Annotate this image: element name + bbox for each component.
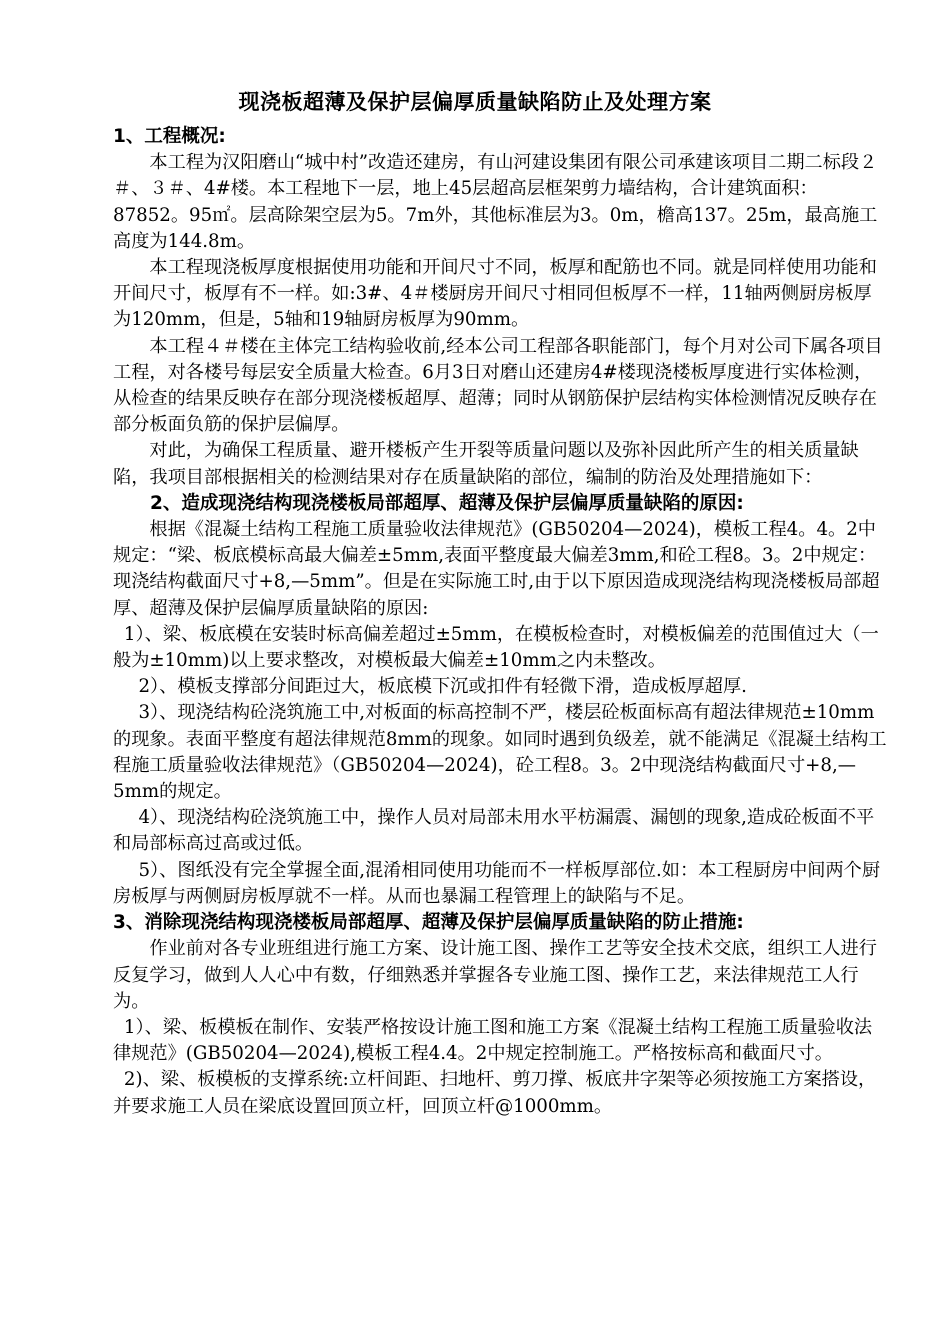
section-1-paragraph-1: 本工程为汉阳磨山“城中村”改造还建房，有山河建设集团有限公司承建该项目二期二标段２＃、３＃、4#楼。本工程地下一层，地上45层超高层框架剪力墙结构，合计建筑面积：87852。95㎡。层高除架空层为5。7m外，其他标准层为3。0m，檐高137。25m，最高施工高度为144.8m。 [113, 152, 878, 252]
section-1-paragraph-2: 本工程现浇板厚度根据使用功能和开间尺寸不同，板厚和配筋也不同。就是同样使用功能和开间尺寸，板厚有不一样。如:3#、4＃楼厨房开间尺寸相同但板厚不一样，11轴两侧厨房板厚为120mm，但是，5轴和19轴厨房板厚为90mm。 [113, 257, 877, 331]
section-2-item-3: 3）、现浇结构砼浇筑施工中,对板面的标高控制不严，楼层砼板面标高有超法律规范±10mm的现象。表面平整度有超法律规范8mm的现象。如同时遇到负级差，就不能满足《混凝土结构工程施工质量验收法律规范》（GB50204—2024)，砼工程8。3。2中现浇结构截面尺寸+8,—5mm的规定。 [113, 702, 887, 803]
section-1-paragraph-4: 对此，为确保工程质量、避开楼板产生开裂等质量问题以及弥补因此所产生的相关质量缺陷，我项目部根据相关的检测结果对存在质量缺陷的部位，编制的防治及处理措施如下： [113, 440, 859, 488]
section-3-intro: 作业前对各专业班组进行施工方案、设计施工图、操作工艺等安全技术交底，组织工人进行反复学习，做到人人心中有数，仔细熟悉并掌握各专业施工图、操作工艺，来法律规范工人行为。 [113, 938, 877, 1012]
section-1-paragraph-3: 本工程４＃楼在主体完工结构验收前,经本公司工程部各职能部门，每个月对公司下属各项目工程，对各楼号每层安全质量大检查。6月3日对磨山还建房4#楼现浇楼板厚度进行实体检测，从检查的结果反映存在部分现浇楼板超厚、超薄；同时从钢筋保护层结构实体检测情况反映存在部分板面负筋的保护层偏厚。 [113, 335, 883, 436]
section-1-heading: 1、工程概况: [113, 126, 226, 147]
document-body [113, 124, 888, 1120]
section-2-item-5: 5）、图纸没有完全掌握全面,混淆相同使用功能而不一样板厚部位.如：本工程厨房中间两个厨房板厚与两侧厨房板厚就不一样。从而也暴漏工程管理上的缺陷与不足。 [113, 859, 881, 907]
section-3-heading: 3、消除现浇结构现浇楼板局部超厚、超薄及保护层偏厚质量缺陷的防止措施: [113, 912, 744, 934]
section-3-item-1: 1）、梁、板模板在制作、安装严格按设计施工图和施工方案《混凝土结构工程施工质量验收法律规范》(GB50204—2024),模板工程4.4。2中规定控制施工。严格按标高和截面尺寸。 [113, 1016, 873, 1065]
section-2-item-2: 2）、模板支撑部分间距过大，板底模下沉或扣件有轻微下滑，造成板厚超厚. [138, 676, 747, 698]
section-2-heading: 2、造成现浇结构现浇楼板局部超厚、超薄及保护层偏厚质量缺陷的原因: [150, 492, 744, 514]
section-2-item-1: 1）、梁、板底模在安装时标高偏差超过±5mm，在模板检查时，对模板偏差的范围值过大（一般为±10mm)以上要求整改，对模板最大偏差±10mm之内未整改。 [113, 623, 879, 672]
section-3-item-2: 2)、梁、板模板的支撑系统:立杆间距、扫地杆、剪刀撑、板底井字架等必须按施工方案搭设，并要求施工人员在梁底设置回顶立杆，回顶立杆@1000mm。 [113, 1069, 877, 1117]
section-2-item-4: 4）、现浇结构砼浇筑施工中，操作人员对局部未用水平枋漏震、漏刨的现象,造成砼板面不平和局部标高过高或过低。 [113, 807, 875, 855]
document-title: 现浇板超薄及保护层偏厚质量缺陷防止及处理方案 [238, 90, 712, 114]
section-2-intro: 根据《混凝土结构工程施工质量验收法律规范》(GB50204—2024)，模板工程4。4。2中规定：“梁、板底模标高最大偏差±5mm,表面平整度最大偏差3mm,和砼工程8。3。2中规定：现浇结构截面尺寸+8,—5mm”。但是在实际施工时,由于以下原因造成现浇结构现浇楼板局部超厚、超薄及保护层偏厚质量缺陷的原因: [113, 519, 880, 619]
